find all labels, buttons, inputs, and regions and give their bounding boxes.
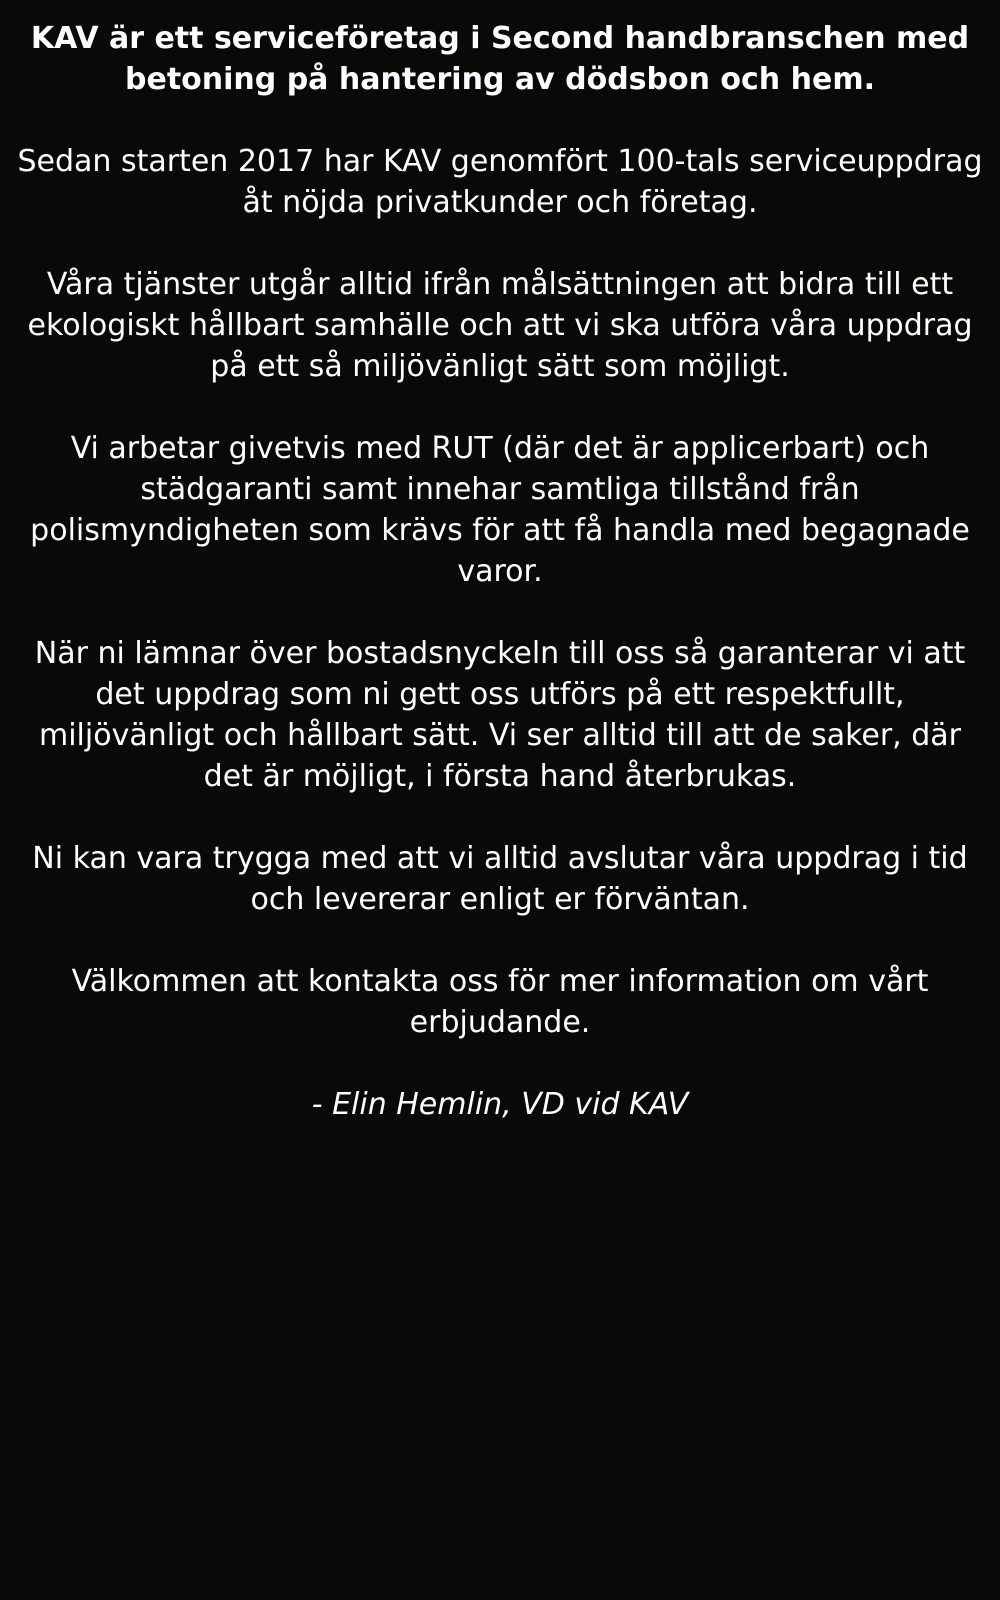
intro-heading: KAV är ett serviceföretag i Second handbranschen med betoning på hantering av dödsbon och hem. [30,21,970,97]
about-paragraph-history: Sedan starten 2017 har KAV genomfört 100-tals serviceuppdrag åt nöjda privatkunder och företag. [17,144,983,220]
about-paragraph-contact: Välkommen att kontakta oss för mer information om vårt erbjudande. [71,964,929,1040]
about-paragraph-sustainability: Våra tjänster utgår alltid ifrån målsättningen att bidra till ett ekologiskt hållbart samhälle och att vi ska utföra våra uppdrag på ett så miljövänligt sätt som möjligt. [27,267,973,384]
ceo-signature: - Elin Hemlin, VD vid KAV [311,1087,689,1122]
about-paragraph-delivery: Ni kan vara trygga med att vi alltid avslutar våra uppdrag i tid och levererar enligt er förväntan. [32,841,968,917]
about-paragraph-guarantee: När ni lämnar över bostadsnyckeln till oss så garanterar vi att det uppdrag som ni gett oss utförs på ett respektfullt, miljövänligt och hållbart sätt. Vi ser alltid till att de saker, där det är möjligt, i första hand återbrukas. [34,636,966,794]
about-paragraph-permits: Vi arbetar givetvis med RUT (där det är applicerbart) och städgaranti samt innehar samtliga tillstånd från polismyndigheten som krävs för att få handla med begagnade varor. [30,431,970,589]
